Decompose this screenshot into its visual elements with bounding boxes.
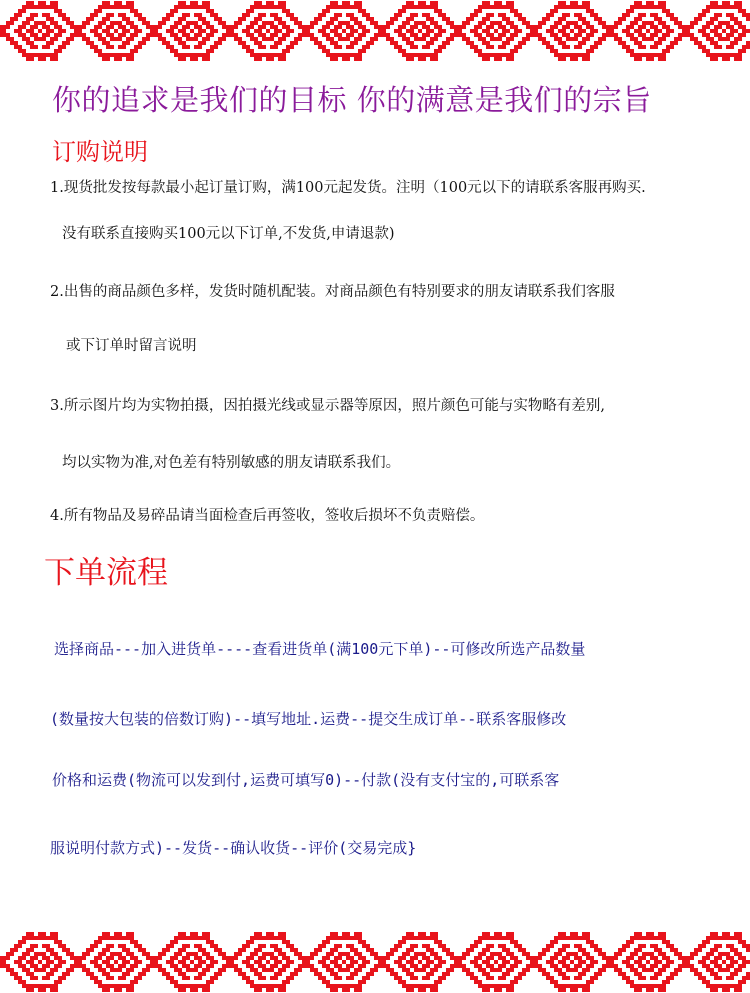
headline-slogan: 你的追求是我们的目标 你的满意是我们的宗旨 bbox=[52, 83, 652, 117]
ordering-line: 均以实物为准,对色差有特别敏感的朋友请联系我们。 bbox=[62, 455, 401, 471]
ordering-line: 没有联系直接购买100元以下订单,不发货,申请退款) bbox=[62, 226, 395, 242]
decorative-border-top bbox=[0, 0, 750, 62]
process-line: 服说明付款方式)--发货--确认收货--评价(交易完成} bbox=[50, 839, 417, 857]
ornamental-border-icon bbox=[0, 1, 750, 61]
ordering-line: 1.现货批发按每款最小起订量订购，满100元起发货。注明（100元以下的请联系客服再购买. bbox=[50, 180, 646, 196]
process-line: (数量按大包装的倍数订购)--填写地址.运费--提交生成订单--联系客服修改 bbox=[50, 710, 567, 728]
process-line: 选择商品---加入进货单----查看进货单(满100元下单)--可修改所选产品数量 bbox=[54, 640, 586, 658]
ordering-line: 或下订单时留言说明 bbox=[66, 338, 197, 354]
ordering-line: 3.所示图片均为实物拍摄，因拍摄光线或显示器等原因，照片颜色可能与实物略有差别, bbox=[50, 398, 605, 414]
section-title-process: 下单流程 bbox=[44, 555, 168, 591]
ordering-line: 2.出售的商品颜色多样，发货时随机配装。对商品颜色有特别要求的朋友请联系我们客服 bbox=[50, 284, 615, 300]
decorative-border-bottom bbox=[0, 931, 750, 993]
ordering-line: 4.所有物品及易碎品请当面检查后再签收，签收后损坏不负责赔偿。 bbox=[50, 508, 485, 524]
section-title-ordering: 订购说明 bbox=[52, 138, 148, 166]
ornamental-border-icon bbox=[0, 932, 750, 992]
process-line: 价格和运费(物流可以发到付,运费可填写0)--付款(没有支付宝的,可联系客 bbox=[52, 771, 560, 789]
